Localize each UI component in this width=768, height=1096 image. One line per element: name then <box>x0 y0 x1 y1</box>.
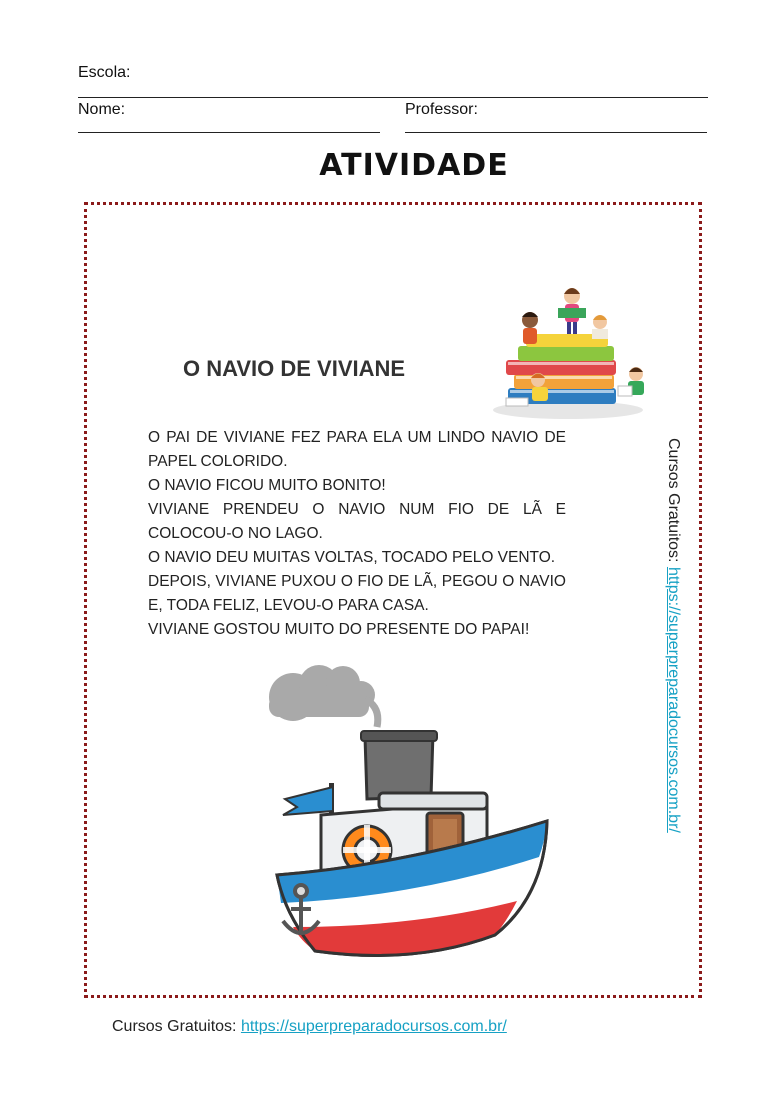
story-paragraph: VIVIANE GOSTOU MUITO DO PRESENTE DO PAPAI! <box>148 621 530 638</box>
story-paragraph: O NAVIO FICOU MUITO BONITO! <box>148 477 386 494</box>
side-note <box>664 438 682 833</box>
page-title: ATIVIDADE <box>319 148 509 183</box>
footer-link[interactable]: https://superpreparadocursos.com.br/ <box>240 1018 507 1035</box>
school-line <box>78 97 708 98</box>
footer <box>112 1018 507 1036</box>
name-line <box>78 132 380 133</box>
story-paragraph: VIVIANE PRENDEU O NAVIO NUM FIO DE LÃ E COLOCOU-O NO LAGO. <box>148 501 566 542</box>
steamboat-icon <box>255 665 555 975</box>
children-reading-books-icon <box>488 282 660 422</box>
story-text <box>148 426 566 642</box>
teacher-line <box>405 132 707 133</box>
side-note-label: Cursos Gratuitos: <box>665 438 682 563</box>
story-paragraph: DEPOIS, VIVIANE PUXOU O FIO DE LÃ, PEGOU O NAVIO E, TODA FELIZ, LEVOU-O PARA CASA. <box>148 573 566 614</box>
name-label: Nome: <box>78 101 126 118</box>
footer-label: Cursos Gratuitos: <box>112 1018 237 1035</box>
teacher-label: Professor: <box>405 101 478 118</box>
story-paragraph: O NAVIO DEU MUITAS VOLTAS, TOCADO PELO VENTO. <box>148 549 556 566</box>
school-label: Escola: <box>78 64 131 81</box>
side-note-link[interactable]: https://superpreparadocursos.com.br/ <box>665 566 682 833</box>
story-paragraph: O PAI DE VIVIANE FEZ PARA ELA UM LINDO NAVIO DE PAPEL COLORIDO. <box>148 429 566 470</box>
story-title: O NAVIO DE VIVIANE <box>183 356 406 381</box>
